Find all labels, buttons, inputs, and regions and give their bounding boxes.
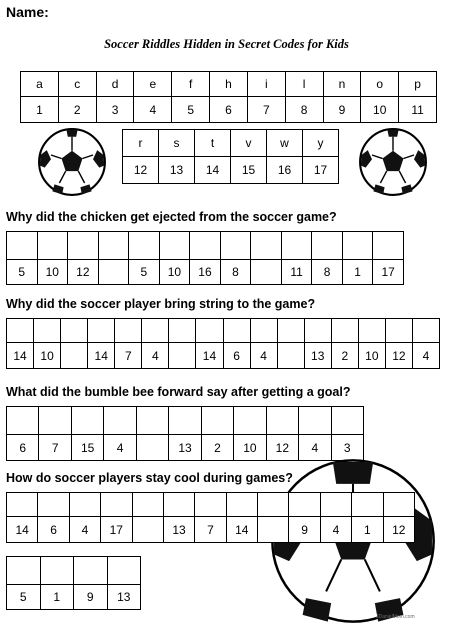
code-number-cell [61,343,88,369]
code-number-cell: 6 [223,343,250,369]
answer-letter-blank[interactable] [373,232,404,260]
code-number-cell: 10 [234,435,266,461]
code-number-cell: 17 [101,517,132,543]
answer-letter-blank[interactable] [312,232,343,260]
code-number-cell: 14 [196,343,223,369]
code-number-cell [277,343,304,369]
answer-letter-blank[interactable] [250,319,277,343]
code-number-cell: 13 [169,435,201,461]
answer-letter-blank[interactable] [190,232,221,260]
code-number-cell: 5 [7,585,41,610]
answer-letter-blank[interactable] [277,319,304,343]
answer-letter-blank[interactable] [289,493,320,517]
answer-letter-blank[interactable] [7,319,34,343]
soccer-ball-icon [358,127,428,197]
code-number-cell: 4 [142,343,169,369]
riddle-answer-grid-2 [6,318,440,369]
key-letter-cell: l [285,72,323,97]
key-number-cell: 17 [303,157,339,184]
code-key-table-2 [122,129,339,184]
code-number-cell: 4 [250,343,277,369]
answer-letter-blank[interactable] [142,319,169,343]
code-number-cell: 10 [34,343,61,369]
answer-letter-blank[interactable] [342,232,373,260]
key-number-cell: 13 [159,157,195,184]
answer-letter-blank[interactable] [68,232,99,260]
answer-letter-blank[interactable] [201,407,233,435]
code-number-cell [136,435,168,461]
code-number-cell [169,343,196,369]
worksheet-title: Soccer Riddles Hidden in Secret Codes for Kids [104,37,349,51]
code-number-cell: 6 [7,435,39,461]
code-number-cell: 16 [190,260,221,285]
key-number-cell: 12 [123,157,159,184]
answer-letter-blank[interactable] [358,319,385,343]
riddle-question-3: What did the bumble bee forward say after getting a goal? [6,385,351,399]
code-number-cell: 11 [281,260,312,285]
answer-letter-blank[interactable] [104,407,136,435]
key-letter-cell: e [134,72,172,97]
key-letter-cell: t [195,130,231,157]
code-number-cell: 13 [107,585,141,610]
key-letter-cell: h [210,72,248,97]
code-number-cell: 4 [299,435,331,461]
answer-letter-blank[interactable] [107,557,141,585]
code-number-cell: 2 [331,343,358,369]
key-number-cell: 4 [134,97,172,123]
answer-letter-blank[interactable] [251,232,282,260]
code-number-cell: 8 [220,260,251,285]
answer-letter-blank[interactable] [7,493,38,517]
code-number-cell: 7 [195,517,226,543]
key-number-cell: 9 [323,97,361,123]
code-number-cell: 13 [304,343,331,369]
riddle-answer-grid-4 [6,492,415,543]
code-number-cell: 10 [358,343,385,369]
answer-letter-blank[interactable] [129,232,160,260]
answer-letter-blank[interactable] [320,493,351,517]
answer-letter-blank[interactable] [7,407,39,435]
key-letter-cell: n [323,72,361,97]
riddle-question-2: Why did the soccer player bring string to the game? [6,297,316,311]
answer-letter-blank[interactable] [331,319,358,343]
answer-letter-blank[interactable] [40,557,74,585]
answer-letter-blank[interactable] [37,232,68,260]
key-letter-cell: a [21,72,59,97]
soccer-ball-icon [37,127,107,197]
answer-letter-blank[interactable] [115,319,142,343]
code-number-cell: 12 [266,435,298,461]
answer-letter-blank[interactable] [195,493,226,517]
answer-letter-blank[interactable] [352,493,383,517]
code-number-cell: 8 [312,260,343,285]
code-number-cell [251,260,282,285]
code-number-cell: 12 [383,517,415,543]
key-number-cell: 1 [21,97,59,123]
code-number-cell: 4 [104,435,136,461]
answer-letter-blank[interactable] [220,232,251,260]
code-number-cell: 10 [159,260,190,285]
code-number-cell: 14 [226,517,257,543]
key-letter-cell: o [361,72,399,97]
answer-letter-blank[interactable] [71,407,103,435]
answer-letter-blank[interactable] [159,232,190,260]
code-number-cell: 15 [71,435,103,461]
code-number-cell: 12 [385,343,412,369]
code-number-cell: 14 [7,517,38,543]
key-letter-cell: r [123,130,159,157]
code-number-cell [98,260,129,285]
answer-letter-blank[interactable] [169,407,201,435]
name-label: Name: [6,4,49,20]
answer-letter-blank[interactable] [101,493,132,517]
code-number-cell: 4 [412,343,439,369]
answer-letter-blank[interactable] [383,493,415,517]
answer-letter-blank[interactable] [385,319,412,343]
key-number-cell: 7 [247,97,285,123]
code-number-cell: 5 [7,260,38,285]
riddle-answer-grid-4-line-2 [6,556,141,610]
key-number-cell: 3 [96,97,134,123]
code-number-cell: 9 [74,585,108,610]
answer-letter-blank[interactable] [163,493,194,517]
answer-letter-blank[interactable] [196,319,223,343]
key-letter-cell: d [96,72,134,97]
key-number-cell: 5 [172,97,210,123]
code-number-cell: 10 [37,260,68,285]
code-number-cell: 4 [320,517,351,543]
answer-letter-blank[interactable] [223,319,250,343]
code-number-cell: 1 [40,585,74,610]
key-number-cell: 15 [231,157,267,184]
riddle-answer-grid-3 [6,406,364,461]
answer-letter-blank[interactable] [34,319,61,343]
key-letter-cell: p [399,72,437,97]
answer-letter-blank[interactable] [304,319,331,343]
code-number-cell: 12 [68,260,99,285]
riddle-question-4: How do soccer players stay cool during games? [6,471,293,485]
key-number-cell: 8 [285,97,323,123]
key-letter-cell: i [247,72,285,97]
riddle-question-1: Why did the chicken get ejected from the soccer game? [6,210,337,224]
key-letter-cell: w [267,130,303,157]
code-number-cell: 2 [201,435,233,461]
answer-letter-blank[interactable] [136,407,168,435]
answer-letter-blank[interactable] [258,493,289,517]
code-number-cell: 1 [342,260,373,285]
key-letter-cell: y [303,130,339,157]
key-letter-cell: s [159,130,195,157]
key-number-cell: 14 [195,157,231,184]
code-number-cell: 6 [38,517,69,543]
key-number-cell: 16 [267,157,303,184]
code-number-cell: 5 [129,260,160,285]
answer-letter-blank[interactable] [39,407,71,435]
code-number-cell: 1 [352,517,383,543]
credit-text: JDanielMom.com [376,614,415,620]
answer-letter-blank[interactable] [74,557,108,585]
key-letter-cell: c [58,72,96,97]
answer-letter-blank[interactable] [38,493,69,517]
code-number-cell [132,517,163,543]
answer-letter-blank[interactable] [331,407,363,435]
answer-letter-blank[interactable] [234,407,266,435]
answer-letter-blank[interactable] [69,493,100,517]
code-number-cell: 4 [69,517,100,543]
code-number-cell: 9 [289,517,320,543]
answer-letter-blank[interactable] [299,407,331,435]
answer-letter-blank[interactable] [169,319,196,343]
key-number-cell: 2 [58,97,96,123]
code-number-cell: 17 [373,260,404,285]
key-letter-cell: f [172,72,210,97]
answer-letter-blank[interactable] [61,319,88,343]
key-number-cell: 11 [399,97,437,123]
answer-letter-blank[interactable] [226,493,257,517]
code-key-table-1 [20,71,437,123]
code-number-cell: 14 [88,343,115,369]
key-number-cell: 6 [210,97,248,123]
answer-letter-blank[interactable] [266,407,298,435]
answer-letter-blank[interactable] [132,493,163,517]
code-number-cell: 7 [39,435,71,461]
answer-letter-blank[interactable] [88,319,115,343]
code-number-cell [258,517,289,543]
code-number-cell: 14 [7,343,34,369]
key-letter-cell: v [231,130,267,157]
answer-letter-blank[interactable] [98,232,129,260]
answer-letter-blank[interactable] [281,232,312,260]
code-number-cell: 3 [331,435,363,461]
answer-letter-blank[interactable] [7,232,38,260]
riddle-answer-grid-1 [6,231,404,285]
answer-letter-blank[interactable] [7,557,41,585]
key-number-cell: 10 [361,97,399,123]
answer-letter-blank[interactable] [412,319,439,343]
code-number-cell: 7 [115,343,142,369]
code-number-cell: 13 [163,517,194,543]
